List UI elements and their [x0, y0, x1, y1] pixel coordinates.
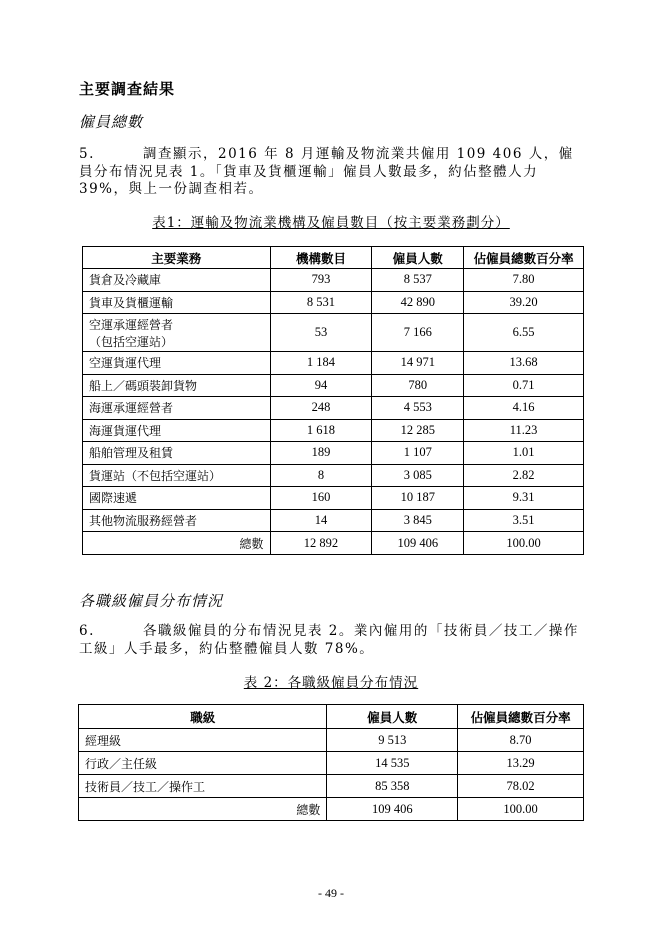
total-value-cell: 100.00: [464, 532, 584, 555]
value-cell: 78.02: [458, 775, 584, 798]
grade-cell: 經理級: [79, 729, 327, 752]
table1-header-cell: 佔僱員總數百分率: [464, 247, 584, 269]
value-cell: 7 166: [372, 314, 464, 352]
paragraph-number: 6.: [79, 623, 95, 639]
paragraph-text: 調查顯示，2016 年 8 月運輸及物流業共僱用 109 406 人，僱員分布情況見表 1。「貨車及貨櫃運輸」僱員人數最多，約佔整體人力 39%，與上一份調查相若。: [79, 146, 574, 197]
section-title-total-employees: 僱員總數: [79, 113, 144, 131]
table2-total-row: [79, 798, 584, 821]
business-type-cell: 其他物流服務經營者: [83, 509, 271, 532]
paragraph-number: 5.: [79, 146, 95, 162]
table2-caption-text: 表 2：各職級僱員分布情況: [243, 675, 419, 691]
value-cell: 8: [270, 464, 372, 487]
total-value-cell: 109 406: [372, 532, 464, 555]
table2: [78, 704, 584, 821]
paragraph-text: 各職級僱員的分布情況見表 2。業內僱用的「技術員／技工／操作工級」人手最多，約佔整體僱員人數 78%。: [79, 623, 579, 657]
total-label-cell: 總數: [79, 798, 327, 821]
value-cell: 85 358: [327, 775, 458, 798]
value-cell: 3 845: [372, 509, 464, 532]
table1-header-cell: 僱員人數: [372, 247, 464, 269]
value-cell: 2.82: [464, 464, 584, 487]
business-type-cell: 國際速遞: [83, 487, 271, 510]
table2-header-cell: 職級: [79, 705, 327, 729]
table-row: [79, 775, 584, 798]
value-cell: 42 890: [372, 291, 464, 314]
grade-cell: 行政／主任級: [79, 752, 327, 775]
value-cell: 10 187: [372, 487, 464, 510]
value-cell: 8 537: [372, 269, 464, 292]
section-title-grade-distribution: 各職級僱員分布情況: [79, 592, 224, 610]
table-row: [83, 314, 584, 352]
value-cell: 14 971: [372, 352, 464, 375]
table1-header-cell: 機構數目: [270, 247, 372, 269]
business-type-cell: 船上／碼頭裝卸貨物: [83, 374, 271, 397]
table1-total-row: [83, 532, 584, 555]
table-row: [83, 291, 584, 314]
paragraph-5: [79, 146, 583, 199]
table1-caption: [0, 211, 662, 231]
value-cell: 53: [270, 314, 372, 352]
value-cell: 8.70: [458, 729, 584, 752]
value-cell: 7.80: [464, 269, 584, 292]
table-row: [83, 352, 584, 375]
value-cell: 793: [270, 269, 372, 292]
main-heading: 主要調查結果: [79, 80, 176, 98]
value-cell: 13.68: [464, 352, 584, 375]
grade-cell: 技術員／技工／操作工: [79, 775, 327, 798]
value-cell: 11.23: [464, 419, 584, 442]
table-row: [83, 269, 584, 292]
business-type-cell: 貨車及貨櫃運輸: [83, 291, 271, 314]
table-row: [83, 419, 584, 442]
value-cell: 94: [270, 374, 372, 397]
value-cell: 14 535: [327, 752, 458, 775]
value-cell: 189: [270, 442, 372, 465]
business-type-cell: 船舶管理及租賃: [83, 442, 271, 465]
table1-header-cell: 主要業務: [83, 247, 271, 269]
table-row: [79, 752, 584, 775]
value-cell: 1.01: [464, 442, 584, 465]
value-cell: 9 513: [327, 729, 458, 752]
total-value-cell: 100.00: [458, 798, 584, 821]
business-type-cell: 空運貨運代理: [83, 352, 271, 375]
table2-caption: [0, 671, 662, 691]
value-cell: 8 531: [270, 291, 372, 314]
business-type-cell: 空運承運經營者 （包括空運站）: [83, 314, 271, 352]
value-cell: 1 107: [372, 442, 464, 465]
value-cell: 1 184: [270, 352, 372, 375]
value-cell: 12 285: [372, 419, 464, 442]
value-cell: 14: [270, 509, 372, 532]
business-type-cell: 貨倉及冷藏庫: [83, 269, 271, 292]
table-row: [83, 374, 584, 397]
table2-header-row: [79, 705, 584, 729]
table-row: [79, 729, 584, 752]
page-number: - 49 -: [318, 886, 344, 900]
value-cell: 4.16: [464, 397, 584, 420]
total-label-cell: 總數: [83, 532, 271, 555]
table-row: [83, 464, 584, 487]
table-row: [83, 442, 584, 465]
table2-header-cell: 佔僱員總數百分率: [458, 705, 584, 729]
value-cell: 248: [270, 397, 372, 420]
value-cell: 1 618: [270, 419, 372, 442]
table-row: [83, 487, 584, 510]
paragraph-6: [79, 623, 583, 658]
table1-caption-text: 表1：運輸及物流業機構及僱員數目（按主要業務劃分）: [152, 215, 510, 231]
business-type-cell: 海運貨運代理: [83, 419, 271, 442]
table1: [82, 246, 584, 555]
value-cell: 4 553: [372, 397, 464, 420]
value-cell: 3 085: [372, 464, 464, 487]
value-cell: 3.51: [464, 509, 584, 532]
table-row: [83, 397, 584, 420]
table-row: [83, 509, 584, 532]
total-value-cell: 12 892: [270, 532, 372, 555]
value-cell: 780: [372, 374, 464, 397]
value-cell: 13.29: [458, 752, 584, 775]
total-value-cell: 109 406: [327, 798, 458, 821]
value-cell: 0.71: [464, 374, 584, 397]
table1-header-row: [83, 247, 584, 269]
table2-header-cell: 僱員人數: [327, 705, 458, 729]
value-cell: 39.20: [464, 291, 584, 314]
value-cell: 6.55: [464, 314, 584, 352]
business-type-cell: 貨運站（不包括空運站）: [83, 464, 271, 487]
business-type-cell: 海運承運經營者: [83, 397, 271, 420]
value-cell: 160: [270, 487, 372, 510]
value-cell: 9.31: [464, 487, 584, 510]
